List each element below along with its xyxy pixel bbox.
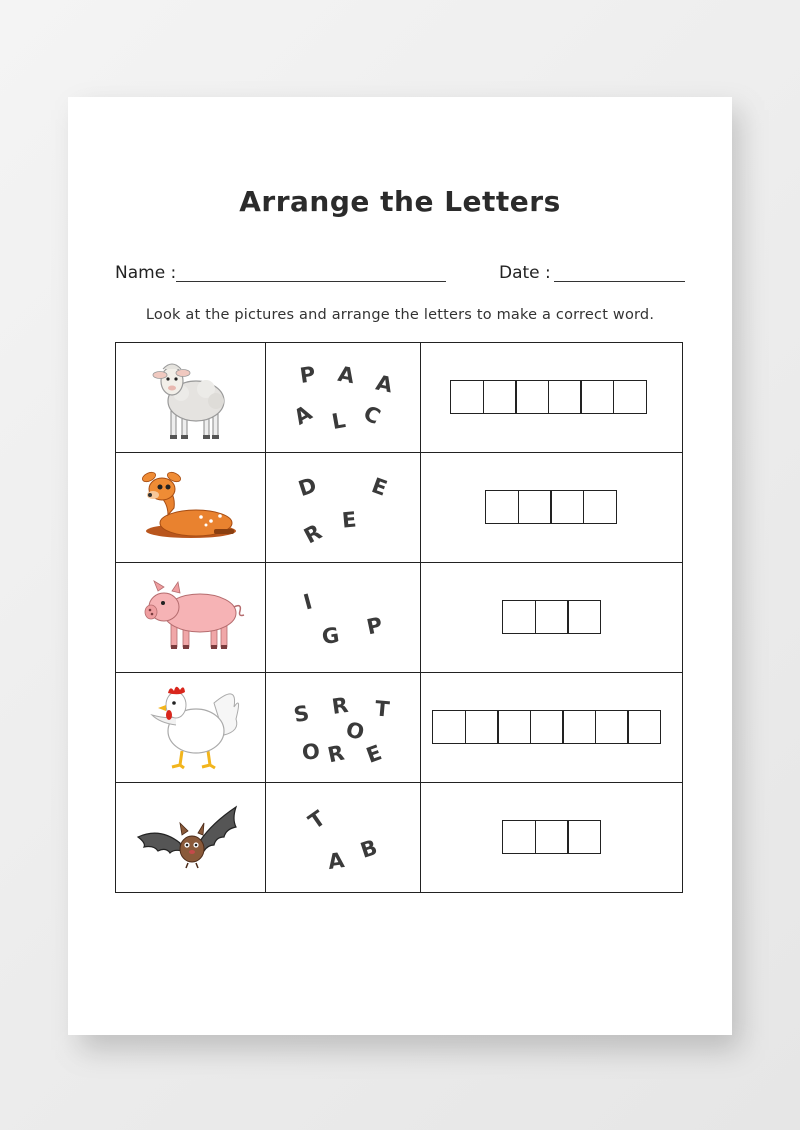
answer-box[interactable]: [515, 380, 549, 414]
table-row: [116, 343, 682, 453]
answer-box[interactable]: [535, 600, 569, 634]
date-field[interactable]: [554, 281, 685, 282]
instructions-text: Look at the pictures and arrange the letters to make a correct word.: [145, 307, 655, 323]
scrambled-letter: B: [357, 835, 381, 863]
answer-cell: [421, 343, 682, 452]
answer-cell: [421, 673, 682, 782]
answer-box[interactable]: [550, 490, 584, 524]
scrambled-letters-cell: [266, 783, 421, 893]
answer-box[interactable]: [483, 380, 517, 414]
answer-boxes: [502, 600, 601, 634]
name-field[interactable]: [176, 281, 446, 282]
scrambled-letter: O: [300, 739, 321, 765]
answer-cell: [421, 783, 682, 893]
answer-box[interactable]: [562, 710, 596, 744]
answer-cell: [421, 453, 682, 562]
answer-box[interactable]: [465, 710, 499, 744]
scrambled-letter: O: [343, 717, 367, 745]
answer-cell: [421, 563, 682, 672]
answer-box[interactable]: [580, 380, 614, 414]
scrambled-letter: S: [291, 700, 312, 728]
answer-box[interactable]: [497, 710, 531, 744]
picture-cell: [116, 783, 266, 893]
answer-box[interactable]: [518, 490, 552, 524]
worksheet-title: Arrange the Letters: [239, 185, 561, 218]
scrambled-letters-cell: [266, 563, 421, 672]
scrambled-letter: R: [325, 740, 347, 768]
answer-box[interactable]: [502, 600, 536, 634]
deer-icon: [116, 453, 266, 563]
answer-boxes: [450, 380, 647, 414]
answer-box[interactable]: [535, 820, 569, 854]
answer-boxes: [502, 820, 601, 854]
scrambled-letter: P: [298, 362, 317, 388]
rooster-icon: [116, 673, 266, 783]
scrambled-letter: R: [300, 519, 326, 549]
scrambled-letter: A: [373, 370, 395, 398]
date-label: Date :: [499, 263, 551, 283]
scrambled-letter: E: [363, 740, 385, 768]
scrambled-letters-cell: [266, 673, 421, 782]
scrambled-letter: D: [295, 472, 320, 502]
picture-cell: [116, 453, 266, 562]
scrambled-letters-cell: [266, 343, 421, 452]
sheep-icon: [116, 343, 266, 453]
scrambled-letter: C: [359, 400, 384, 430]
answer-box[interactable]: [450, 380, 484, 414]
scrambled-letter: P: [364, 612, 385, 640]
scrambled-letter: R: [330, 692, 350, 720]
answer-boxes: [485, 490, 617, 524]
picture-cell: [116, 343, 266, 452]
answer-box[interactable]: [485, 490, 519, 524]
answer-box[interactable]: [548, 380, 582, 414]
answer-box[interactable]: [613, 380, 647, 414]
scrambled-letter: A: [326, 847, 346, 875]
table-row: [116, 673, 682, 783]
answer-box[interactable]: [530, 710, 564, 744]
worksheet-page: [68, 97, 732, 1035]
pig-icon: [116, 563, 266, 673]
table-row: [116, 783, 682, 893]
scrambled-letter: A: [336, 361, 357, 389]
scrambled-letter: T: [304, 806, 330, 835]
scrambled-letter: L: [329, 408, 348, 434]
scrambled-letter: G: [320, 622, 341, 650]
answer-box[interactable]: [567, 600, 601, 634]
answer-box[interactable]: [502, 820, 536, 854]
scrambled-letter: E: [340, 507, 358, 533]
scrambled-letter: A: [289, 400, 316, 430]
scrambled-letter: E: [368, 473, 391, 501]
exercise-table: [115, 342, 683, 893]
scrambled-letter: T: [374, 696, 391, 722]
answer-box[interactable]: [567, 820, 601, 854]
answer-box[interactable]: [432, 710, 466, 744]
answer-boxes: [432, 710, 661, 744]
name-label: Name :: [115, 263, 177, 283]
answer-box[interactable]: [595, 710, 629, 744]
answer-box[interactable]: [583, 490, 617, 524]
answer-box[interactable]: [627, 710, 661, 744]
picture-cell: [116, 673, 266, 782]
scrambled-letter: I: [300, 589, 315, 615]
picture-cell: [116, 563, 266, 672]
scrambled-letters-cell: [266, 453, 421, 562]
bat-icon: [116, 783, 266, 893]
table-row: [116, 563, 682, 673]
table-row: [116, 453, 682, 563]
